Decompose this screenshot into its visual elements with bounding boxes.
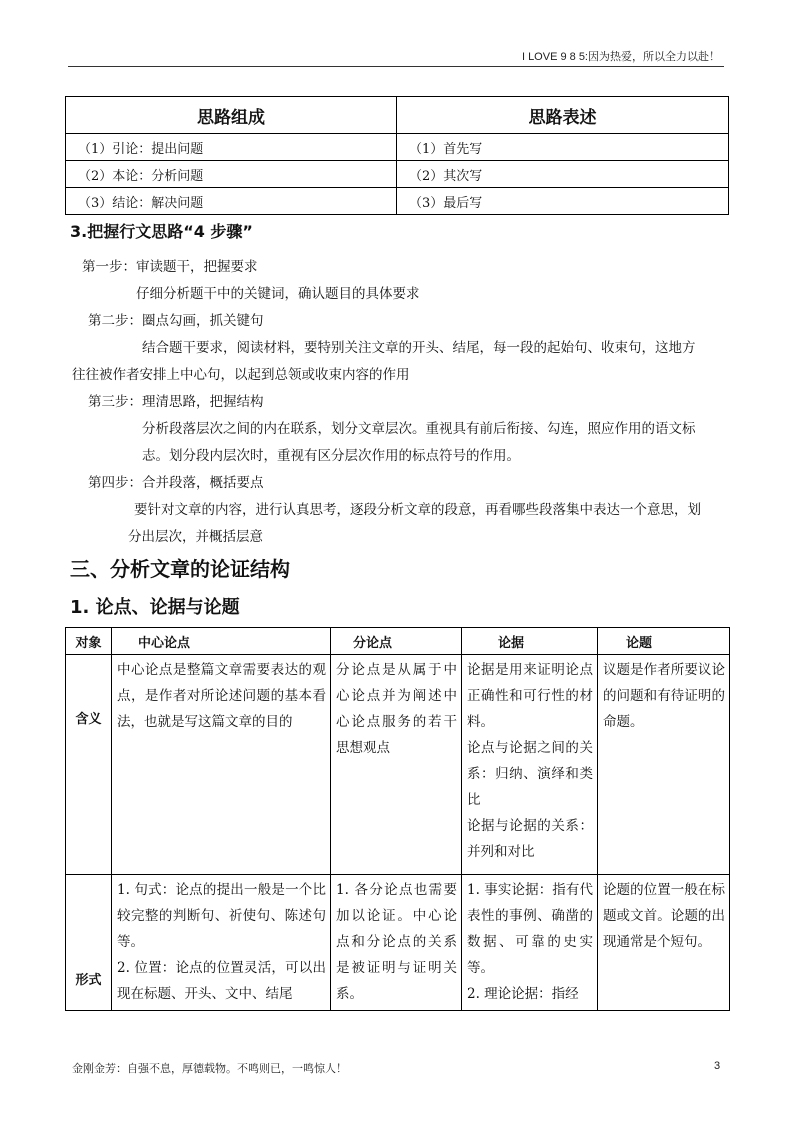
page-header: I LOVE 9 8 5:因为热爱，所以全力以赴！: [521, 51, 720, 63]
page-number: 3: [714, 1060, 721, 1072]
paragraph-line: 要针对文章的内容，进行认真思考，逐段分析文章的段意，再看哪些段落集中表达一个意思，划: [134, 502, 701, 518]
table-cell: [462, 875, 598, 1011]
row-header: 形式: [66, 875, 112, 1011]
column-header: 思路组成: [66, 97, 397, 134]
column-header: 论题: [598, 628, 730, 655]
table-cell: （2）本论：分析问题: [66, 161, 397, 188]
table-row: [66, 188, 729, 215]
cell-paragraph: 1. 事实论据：指有代表性的事例、确凿的数据、可靠的史实等。: [467, 882, 593, 976]
step-title: 第四步：合并段落，概括要点: [88, 475, 264, 491]
table-header-row: [66, 97, 729, 134]
table-cell: [112, 875, 331, 1011]
cell-paragraph: 1. 句式：论点的提出一般是一个比较完整的判断句、祈使句、陈述句等。: [117, 882, 326, 950]
table-cell: （1）首先写: [397, 134, 729, 161]
argument-structure-table: [65, 627, 730, 1011]
table-cell: [462, 655, 598, 875]
table-row: [66, 161, 729, 188]
paragraph-line: 结合题干要求，阅读材料，要特别关注文章的开头、结尾，每一段的起始句、收束句，这地方: [142, 340, 696, 356]
table-cell: 1. 各分论点也需要加以论证。中心论点和分论点的关系是被证明与证明关系。: [331, 875, 462, 1011]
paragraph-line: 志。划分段内层次时，重视有区分层次作用的标点符号的作用。: [142, 448, 520, 464]
table-cell: （2）其次写: [397, 161, 729, 188]
column-header: 对象: [66, 628, 112, 655]
paragraph-line: 往往被作者安排上中心句，以起到总领或收束内容的作用: [72, 367, 410, 383]
step-title: 第二步：圈点勾画，抓关键句: [88, 313, 264, 329]
step-title: 第一步：审读题干，把握要求: [82, 259, 258, 275]
table-row: [66, 655, 730, 875]
column-header: 分论点: [331, 628, 462, 655]
sub-heading: 1. 论点、论据与论题: [70, 597, 240, 618]
column-header: 思路表述: [397, 97, 729, 134]
table-cell: （3）结论：解决问题: [66, 188, 397, 215]
cell-paragraph: 论据与论据的关系：并列和对比: [467, 818, 593, 860]
header-divider: [68, 66, 724, 67]
paragraph-line: 分析段落层次之间的内在联系，划分文章层次。重视具有前后衔接、勾连，照应作用的语文标: [142, 421, 696, 437]
step-title: 第三步：理清思路，把握结构: [88, 394, 264, 410]
table-row: [66, 134, 729, 161]
thinking-structure-table: [65, 96, 729, 215]
table-row: [66, 875, 730, 1011]
column-header: 中心论点: [112, 628, 331, 655]
table-cell: （1）引论：提出问题: [66, 134, 397, 161]
cell-paragraph: 论点与论据之间的关系：归纳、演绎和类比: [467, 740, 593, 808]
cell-paragraph: 论据是用来证明论点正确性和可行性的材料。: [467, 662, 593, 730]
table-cell: 论题的位置一般在标题或文首。论题的出现通常是个短句。: [598, 875, 730, 1011]
row-header: 含义: [66, 655, 112, 875]
paragraph-line: 分出层次，并概括层意: [128, 529, 263, 545]
column-header: 论据: [462, 628, 598, 655]
cell-paragraph: 2. 理论论据：指经: [467, 986, 579, 1002]
table-cell: 议题是作者所要议论的问题和有待证明的命题。: [598, 655, 730, 875]
table-cell: 分论点是从属于中心论点并为阐述中心论点服务的若干思想观点: [331, 655, 462, 875]
chapter-heading: 三、分析文章的论证结构: [70, 557, 290, 581]
paragraph-line: 仔细分析题干中的关键词，确认题目的具体要求: [136, 286, 420, 302]
section-heading: 3.把握行文思路“4 步骤”: [70, 222, 253, 241]
cell-paragraph: 2. 位置：论点的位置灵活，可以出现在标题、开头、文中、结尾: [117, 960, 326, 1002]
table-cell: （3）最后写: [397, 188, 729, 215]
page-footer: 金刚金芳：自强不息，厚德载物。不鸣则已，一鸣惊人！: [72, 1062, 347, 1075]
table-header-row: [66, 628, 730, 655]
table-cell: 中心论点是整篇文章需要表达的观点，是作者对所论述问题的基本看法，也就是写这篇文章的目的: [112, 655, 331, 875]
